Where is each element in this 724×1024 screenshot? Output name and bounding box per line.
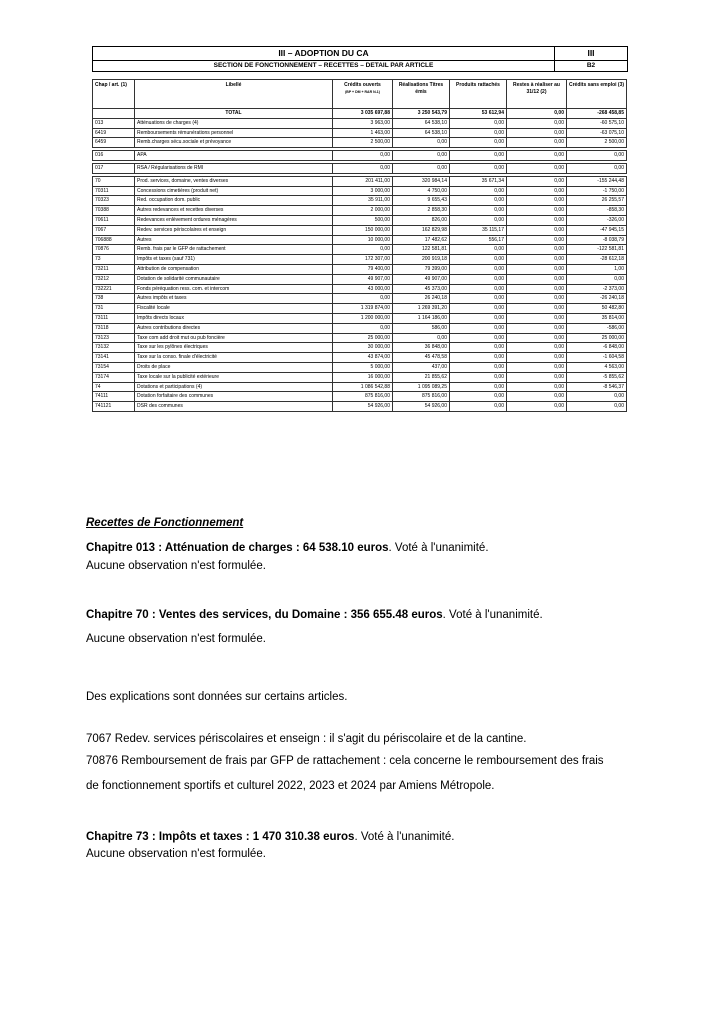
article-70876-explanation-line1: 70876 Remboursement de frais par GFP de rattachement : cela concerne le remboursement des frais — [86, 755, 604, 767]
cell-realisations: 9 655,43 — [393, 196, 450, 206]
total-row — [93, 109, 627, 119]
cell-emploi: -28 612,18 — [567, 255, 627, 265]
cell-realisations: 54 926,00 — [393, 402, 450, 412]
cell-restes: 0,00 — [507, 343, 567, 353]
cell-emploi: -326,00 — [567, 215, 627, 225]
table-row — [93, 313, 627, 323]
cell-emploi: -2 373,00 — [567, 284, 627, 294]
cell-restes: 0,00 — [507, 118, 567, 128]
cell-restes: 0,00 — [507, 362, 567, 372]
cell-libelle: Remb.charges sécu.sociale et prévoyance — [135, 138, 333, 148]
total-restes: 0,00 — [507, 109, 567, 119]
cell-credits: 1 319 874,00 — [333, 304, 393, 314]
cell-credits: 25 000,00 — [333, 333, 393, 343]
table-row — [93, 128, 627, 138]
chapitre-73-vote: . Voté à l'unanimité. — [354, 831, 455, 843]
table-chapter-row — [93, 304, 627, 314]
table-row — [93, 206, 627, 216]
cell-credits: 43 874,00 — [333, 353, 393, 363]
table-chapter-row — [93, 382, 627, 392]
cell-emploi: 0,00 — [567, 163, 627, 173]
cell-restes: 0,00 — [507, 245, 567, 255]
cell-realisations: 64 538,10 — [393, 128, 450, 138]
cell-realisations: 2 858,30 — [393, 206, 450, 216]
col-credits — [333, 80, 393, 109]
cell-emploi: 4 563,00 — [567, 362, 627, 372]
cell-credits: 35 911,00 — [333, 196, 393, 206]
table-chapter-row — [93, 151, 627, 161]
table-row — [93, 264, 627, 274]
table-row — [93, 294, 627, 304]
cell-realisations: 45 373,00 — [393, 284, 450, 294]
cell-emploi: 1,00 — [567, 264, 627, 274]
cell-emploi: -122 581,81 — [567, 245, 627, 255]
cell-credits: 0,00 — [333, 323, 393, 333]
table-row — [93, 186, 627, 196]
cell-restes: 0,00 — [507, 323, 567, 333]
recettes-table — [92, 79, 627, 412]
cell-credits: 875 816,00 — [333, 392, 393, 402]
cell-restes: 0,00 — [507, 206, 567, 216]
cell-realisations: 586,00 — [393, 323, 450, 333]
cell-libelle: Autres redevances et recettes diverses — [135, 206, 333, 216]
col-realisations: Réalisations Titres émis — [393, 80, 450, 109]
cell-emploi: 2 500,00 — [567, 138, 627, 148]
chapitre-013-heading: Chapitre 013 : Atténuation de charges : 64 538.10 euros — [86, 542, 389, 554]
cell-restes: 0,00 — [507, 372, 567, 382]
cell-chap: 70311 — [93, 186, 135, 196]
cell-emploi: -155 244,48 — [567, 176, 627, 186]
cell-rattaches: 0,00 — [450, 128, 507, 138]
chapitre-70-heading: Chapitre 70 : Ventes des services, du Domaine : 356 655.48 euros — [86, 609, 443, 621]
cell-realisations: 0,00 — [393, 333, 450, 343]
cell-realisations: 21 855,62 — [393, 372, 450, 382]
cell-chap: 741121 — [93, 402, 135, 412]
cell-realisations: 1 269 391,20 — [393, 304, 450, 314]
cell-chap: 738 — [93, 294, 135, 304]
cell-restes: 0,00 — [507, 163, 567, 173]
cell-credits: 30 000,00 — [333, 343, 393, 353]
cell-emploi: 0,00 — [567, 274, 627, 284]
cell-realisations: 26 240,18 — [393, 294, 450, 304]
cell-chap: 70388 — [93, 206, 135, 216]
cell-rattaches: 0,00 — [450, 138, 507, 148]
cell-realisations: 0,00 — [393, 163, 450, 173]
cell-chap: 74 — [93, 382, 135, 392]
cell-chap: 74111 — [93, 392, 135, 402]
cell-restes: 0,00 — [507, 176, 567, 186]
cell-restes: 0,00 — [507, 294, 567, 304]
section-title — [86, 514, 243, 532]
cell-chap: 70 — [93, 176, 135, 186]
header-subtitle-code: B2 — [586, 62, 596, 69]
col-libelle: Libellé — [135, 80, 333, 109]
cell-libelle: Redev. services périscolaires et enseign — [135, 225, 333, 235]
cell-restes: 0,00 — [507, 353, 567, 363]
table-row — [93, 402, 627, 412]
table-row — [93, 225, 627, 235]
cell-chap: 016 — [93, 151, 135, 161]
cell-realisations: 0,00 — [393, 151, 450, 161]
cell-emploi: -1 604,58 — [567, 353, 627, 363]
cell-chap: 013 — [93, 118, 135, 128]
cell-libelle: Autres — [135, 235, 333, 245]
cell-rattaches: 0,00 — [450, 118, 507, 128]
cell-restes: 0,00 — [507, 333, 567, 343]
cell-rattaches: 0,00 — [450, 274, 507, 284]
cell-realisations: 826,00 — [393, 215, 450, 225]
table-chapter-row — [93, 118, 627, 128]
cell-libelle: DSR des communes — [135, 402, 333, 412]
cell-chap: 70611 — [93, 215, 135, 225]
cell-rattaches: 0,00 — [450, 284, 507, 294]
col-emploi: Crédits sans emploi (3) — [567, 80, 627, 109]
cell-rattaches: 0,00 — [450, 196, 507, 206]
cell-libelle: RSA / Régularisations de RMI — [135, 163, 333, 173]
table-row — [93, 362, 627, 372]
cell-rattaches: 0,00 — [450, 304, 507, 314]
table-row — [93, 353, 627, 363]
cell-chap: 6459 — [93, 138, 135, 148]
article-70876-explanation-line2: de fonctionnement sportifs et culturel 2022, 2023 et 2024 par Amiens Métropole. — [86, 780, 495, 792]
total-chap — [93, 109, 135, 119]
chapitre-73-observation: Aucune observation n'est formulée. — [86, 848, 266, 860]
cell-rattaches: 0,00 — [450, 362, 507, 372]
cell-libelle: Taxe sur la conso. finale d'électricité — [135, 353, 333, 363]
cell-emploi: 50 482,80 — [567, 304, 627, 314]
col-credits-label: Crédits ouverts — [344, 82, 381, 88]
table-row — [93, 392, 627, 402]
cell-emploi: -586,00 — [567, 323, 627, 333]
col-restes: Restes à réaliser au 31/12 (2) — [507, 80, 567, 109]
cell-restes: 0,00 — [507, 196, 567, 206]
cell-realisations: 36 848,00 — [393, 343, 450, 353]
cell-restes: 0,00 — [507, 186, 567, 196]
cell-libelle: Taxe locale sur la publicité extérieure — [135, 372, 333, 382]
cell-emploi: -5 855,62 — [567, 372, 627, 382]
cell-realisations: 437,00 — [393, 362, 450, 372]
cell-rattaches: 0,00 — [450, 264, 507, 274]
cell-realisations: 122 581,81 — [393, 245, 450, 255]
total-rattaches: 53 612,94 — [450, 109, 507, 119]
cell-emploi: 0,00 — [567, 151, 627, 161]
header-title-code: III — [587, 48, 595, 58]
cell-chap: 73 — [93, 255, 135, 265]
explications-paragraph: Des explications sont données sur certains articles. — [86, 691, 348, 703]
paragraph-chapitre-013 — [86, 539, 489, 557]
cell-credits: 10 000,00 — [333, 235, 393, 245]
cell-emploi: -1 750,00 — [567, 186, 627, 196]
table-row — [93, 245, 627, 255]
chapitre-73-heading: Chapitre 73 : Impôts et taxes : 1 470 310.38 euros — [86, 831, 355, 843]
cell-realisations: 1 164 186,00 — [393, 313, 450, 323]
cell-restes: 0,00 — [507, 304, 567, 314]
cell-credits: 1 200 000,00 — [333, 313, 393, 323]
cell-libelle: Atténuations de charges (4) — [135, 118, 333, 128]
cell-credits: 0,00 — [333, 245, 393, 255]
cell-rattaches: 0,00 — [450, 333, 507, 343]
cell-libelle: Remb. frais par le GFP de rattachement — [135, 245, 333, 255]
cell-restes: 0,00 — [507, 215, 567, 225]
cell-credits: 0,00 — [333, 151, 393, 161]
cell-chap: 7067 — [93, 225, 135, 235]
chapitre-70-observation: Aucune observation n'est formulée. — [86, 633, 266, 645]
cell-realisations: 200 919,18 — [393, 255, 450, 265]
cell-restes: 0,00 — [507, 225, 567, 235]
article-7067-explanation: 7067 Redev. services périscolaires et enseign : il s'agit du périscolaire et de la cantine. — [86, 733, 527, 745]
cell-chap: 731 — [93, 304, 135, 314]
cell-emploi: -8 546,37 — [567, 382, 627, 392]
cell-emploi: -8 038,79 — [567, 235, 627, 245]
cell-realisations: 875 816,00 — [393, 392, 450, 402]
cell-emploi: -858,30 — [567, 206, 627, 216]
cell-rattaches: 0,00 — [450, 343, 507, 353]
cell-rattaches: 0,00 — [450, 245, 507, 255]
cell-libelle: Prod. services, domaine, ventes diverses — [135, 176, 333, 186]
cell-chap: 73174 — [93, 372, 135, 382]
cell-rattaches: 35 671,34 — [450, 176, 507, 186]
cell-credits: 500,00 — [333, 215, 393, 225]
cell-emploi: 35 814,00 — [567, 313, 627, 323]
cell-restes: 0,00 — [507, 138, 567, 148]
cell-libelle: Autres contributions directes — [135, 323, 333, 333]
total-emploi: -268 458,85 — [567, 109, 627, 119]
cell-chap: 017 — [93, 163, 135, 173]
cell-rattaches: 35 115,17 — [450, 225, 507, 235]
chapitre-70-vote: . Voté à l'unanimité. — [442, 609, 543, 621]
cell-credits: 43 000,00 — [333, 284, 393, 294]
cell-restes: 0,00 — [507, 284, 567, 294]
table-row — [93, 215, 627, 225]
cell-restes: 0,00 — [507, 392, 567, 402]
col-credits-sub: (BP + DM + RAR N-1) — [345, 90, 380, 94]
table-row — [93, 196, 627, 206]
chapitre-013-vote: . Voté à l'unanimité. — [388, 542, 489, 554]
cell-restes: 0,00 — [507, 274, 567, 284]
cell-rattaches: 0,00 — [450, 382, 507, 392]
cell-libelle: Droits de place — [135, 362, 333, 372]
cell-realisations: 17 482,62 — [393, 235, 450, 245]
cell-libelle: Concessions cimetières (produit net) — [135, 186, 333, 196]
cell-credits: 2 500,00 — [333, 138, 393, 148]
cell-libelle: Fiscalité locale — [135, 304, 333, 314]
col-rattaches: Produits rattachés — [450, 80, 507, 109]
cell-libelle: Impôts directs locaux — [135, 313, 333, 323]
cell-credits: 1 463,00 — [333, 128, 393, 138]
chapitre-013-observation: Aucune observation n'est formulée. — [86, 560, 266, 572]
cell-libelle: Remboursements rémunérations personnel — [135, 128, 333, 138]
cell-emploi: 0,00 — [567, 392, 627, 402]
total-credits: 3 035 697,88 — [333, 109, 393, 119]
cell-chap: 732221 — [93, 284, 135, 294]
table-chapter-row — [93, 163, 627, 173]
cell-credits: 79 400,00 — [333, 264, 393, 274]
cell-emploi: -6 848,00 — [567, 343, 627, 353]
cell-libelle: Red. occupation dom. public — [135, 196, 333, 206]
cell-rattaches: 0,00 — [450, 372, 507, 382]
header-subtitle: SECTION DE FONCTIONNEMENT – RECETTES – DETAIL PAR ARTICLE — [93, 61, 555, 71]
cell-rattaches: 0,00 — [450, 186, 507, 196]
cell-credits: 0,00 — [333, 294, 393, 304]
cell-realisations: 49 907,00 — [393, 274, 450, 284]
cell-restes: 0,00 — [507, 151, 567, 161]
cell-rattaches: 0,00 — [450, 294, 507, 304]
cell-chap: 73123 — [93, 333, 135, 343]
cell-rattaches: 0,00 — [450, 206, 507, 216]
cell-restes: 0,00 — [507, 235, 567, 245]
cell-libelle: Redevances enlèvement ordures ménagères — [135, 215, 333, 225]
cell-rattaches: 0,00 — [450, 151, 507, 161]
cell-chap: 73212 — [93, 274, 135, 284]
cell-rattaches: 0,00 — [450, 392, 507, 402]
table-row — [93, 138, 627, 148]
cell-credits: 1 086 542,88 — [333, 382, 393, 392]
cell-rattaches: 0,00 — [450, 402, 507, 412]
cell-chap: 73211 — [93, 264, 135, 274]
cell-chap: 6419 — [93, 128, 135, 138]
cell-chap: 73132 — [93, 343, 135, 353]
table-row — [93, 235, 627, 245]
document-header — [92, 46, 628, 72]
cell-credits: 5 000,00 — [333, 362, 393, 372]
total-label: TOTAL — [135, 109, 333, 119]
cell-realisations: 4 750,00 — [393, 186, 450, 196]
cell-libelle: Dotation de solidarité communautaire — [135, 274, 333, 284]
cell-libelle: Taxe sur les pylônes électriques — [135, 343, 333, 353]
cell-restes: 0,00 — [507, 382, 567, 392]
cell-rattaches: 0,00 — [450, 313, 507, 323]
table-row — [93, 372, 627, 382]
cell-emploi: 26 255,57 — [567, 196, 627, 206]
cell-realisations: 45 478,58 — [393, 353, 450, 363]
cell-restes: 0,00 — [507, 402, 567, 412]
cell-rattaches: 556,17 — [450, 235, 507, 245]
cell-libelle: Fonds péréquation ress. com. et intercom — [135, 284, 333, 294]
cell-credits: 16 000,00 — [333, 372, 393, 382]
cell-realisations: 162 829,98 — [393, 225, 450, 235]
section-title-text: Recettes de Fonctionnement — [86, 517, 244, 529]
cell-libelle: Autres impôts et taxes — [135, 294, 333, 304]
table-row — [93, 284, 627, 294]
cell-credits: 201 411,00 — [333, 176, 393, 186]
table-row — [93, 343, 627, 353]
cell-restes: 0,00 — [507, 264, 567, 274]
table-header-row — [93, 80, 627, 109]
total-realisations: 3 250 543,79 — [393, 109, 450, 119]
col-chap: Chap / art. (1) — [93, 80, 135, 109]
cell-realisations: 320 984,14 — [393, 176, 450, 186]
cell-emploi: -60 575,10 — [567, 118, 627, 128]
cell-restes: 0,00 — [507, 313, 567, 323]
cell-realisations: 1 095 089,25 — [393, 382, 450, 392]
cell-realisations: 79 399,00 — [393, 264, 450, 274]
cell-emploi: -47 945,15 — [567, 225, 627, 235]
cell-chap: 73141 — [93, 353, 135, 363]
cell-chap: 73111 — [93, 313, 135, 323]
cell-emploi: 0,00 — [567, 402, 627, 412]
cell-credits: 3 963,00 — [333, 118, 393, 128]
cell-rattaches: 0,00 — [450, 255, 507, 265]
cell-restes: 0,00 — [507, 128, 567, 138]
table-row — [93, 333, 627, 343]
cell-realisations: 64 538,10 — [393, 118, 450, 128]
cell-libelle: Taxe com add droit mut ou pub foncière — [135, 333, 333, 343]
cell-emploi: -26 240,18 — [567, 294, 627, 304]
table-chapter-row — [93, 176, 627, 186]
cell-emploi: 25 000,00 — [567, 333, 627, 343]
cell-chap: 706888 — [93, 235, 135, 245]
paragraph-chapitre-70 — [86, 606, 543, 624]
cell-libelle: Attribution de compensation — [135, 264, 333, 274]
cell-credits: 49 907,00 — [333, 274, 393, 284]
cell-credits: 54 926,00 — [333, 402, 393, 412]
cell-credits: 3 000,00 — [333, 186, 393, 196]
paragraph-chapitre-73 — [86, 828, 454, 846]
cell-libelle: Dotation forfaitaire des communes — [135, 392, 333, 402]
table-row — [93, 274, 627, 284]
cell-rattaches: 0,00 — [450, 353, 507, 363]
cell-rattaches: 0,00 — [450, 323, 507, 333]
cell-credits: 2 000,00 — [333, 206, 393, 216]
header-title: III – ADOPTION DU CA — [93, 47, 555, 60]
cell-rattaches: 0,00 — [450, 215, 507, 225]
cell-chap: 73118 — [93, 323, 135, 333]
cell-rattaches: 0,00 — [450, 163, 507, 173]
cell-libelle: APA — [135, 151, 333, 161]
cell-chap: 70323 — [93, 196, 135, 206]
table-row — [93, 323, 627, 333]
cell-credits: 0,00 — [333, 163, 393, 173]
cell-chap: 70876 — [93, 245, 135, 255]
cell-chap: 73154 — [93, 362, 135, 372]
cell-credits: 172 307,00 — [333, 255, 393, 265]
cell-restes: 0,00 — [507, 255, 567, 265]
cell-libelle: Impôts et taxes (sauf 731) — [135, 255, 333, 265]
cell-credits: 150 000,00 — [333, 225, 393, 235]
cell-realisations: 0,00 — [393, 138, 450, 148]
table-chapter-row — [93, 255, 627, 265]
cell-emploi: -63 075,10 — [567, 128, 627, 138]
cell-libelle: Dotations et participations (4) — [135, 382, 333, 392]
